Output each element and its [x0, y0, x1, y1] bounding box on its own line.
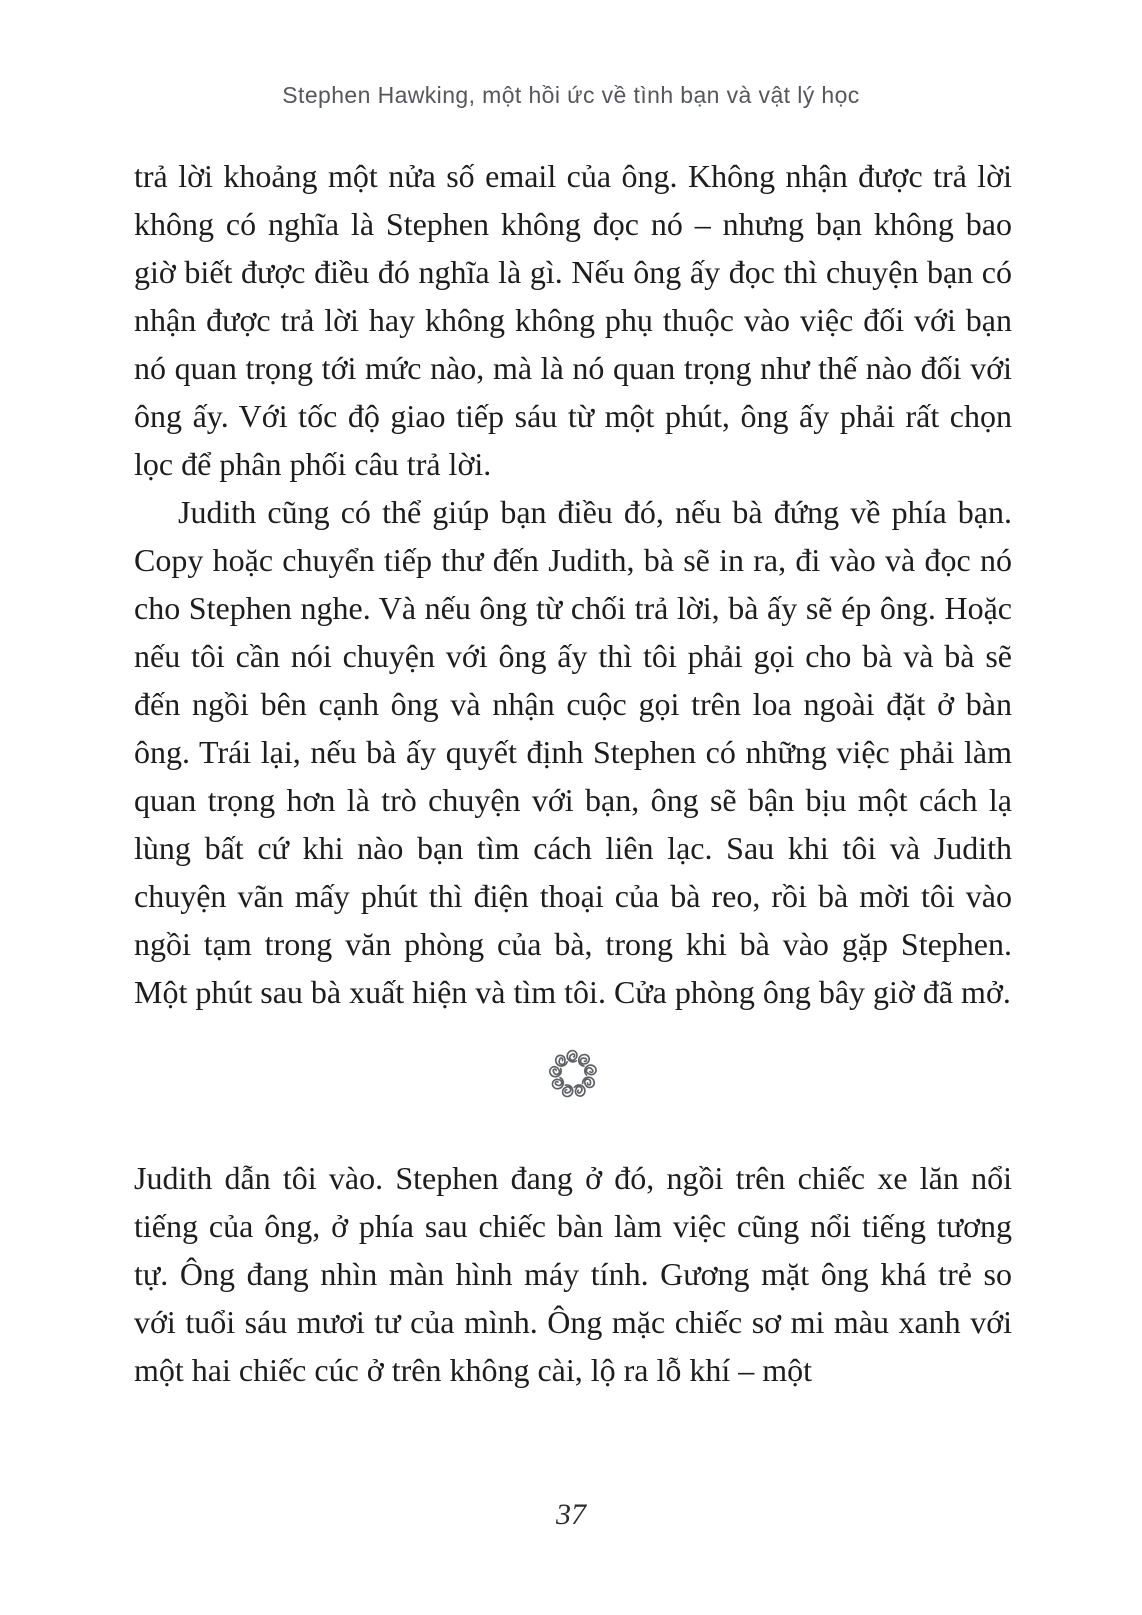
- section-break: [134, 1046, 1012, 1102]
- floral-rosette-ornament-icon: [545, 1046, 601, 1102]
- page-body: [134, 152, 1012, 1394]
- running-header: Stephen Hawking, một hồi ức về tình bạn và vật lý học: [282, 82, 860, 108]
- paragraph: Judith cũng có thể giúp bạn điều đó, nếu bà đứng về phía bạn. Copy hoặc chuyển tiếp thư đến Judith, bà sẽ in ra, đi vào và đọc nó cho Stephen nghe. Và nếu ông từ chối trả lời, bà ấy sẽ ép ông. Hoặc nếu tôi cần nói chuyện với ông ấy thì tôi phải gọi cho bà và bà sẽ đến ngồi bên cạnh ông và nhận cuộc gọi trên loa ngoài đặt ở bàn ông. Trái lại, nếu bà ấy quyết định Stephen có những việc phải làm quan trọng hơn là trò chuyện với bạn, ông sẽ bận bịu một cách lạ lùng bất cứ khi nào bạn tìm cách liên lạc. Sau khi tôi và Judith chuyện vãn mấy phút thì điện thoại của bà reo, rồi bà mời tôi vào ngồi tạm trong văn phòng của bà, trong khi bà vào gặp Stephen. Một phút sau bà xuất hiện và tìm tôi. Cửa phòng ông bây giờ đã mở.: [134, 494, 1012, 1010]
- paragraph: Judith dẫn tôi vào. Stephen đang ở đó, ngồi trên chiếc xe lăn nổi tiếng của ông, ở phía sau chiếc bàn làm việc cũng nổi tiếng tương tự. Ông đang nhìn màn hình máy tính. Gương mặt ông khá trẻ so với tuổi sáu mươi tư của mình. Ông mặc chiếc sơ mi màu xanh với một hai chiếc cúc ở trên không cài, lộ ra lỗ khí – một: [134, 1160, 1012, 1388]
- paragraph: trả lời khoảng một nửa số email của ông. Không nhận được trả lời không có nghĩa là Stephen không đọc nó – nhưng bạn không bao giờ biết được điều đó nghĩa là gì. Nếu ông ấy đọc thì chuyện bạn có nhận được trả lời hay không không phụ thuộc vào việc đối với bạn nó quan trọng tới mức nào, mà là nó quan trọng như thế nào đối với ông ấy. Với tốc độ giao tiếp sáu từ một phút, ông ấy phải rất chọn lọc để phân phối câu trả lời.: [134, 158, 1012, 482]
- page-number: 37: [556, 1498, 586, 1531]
